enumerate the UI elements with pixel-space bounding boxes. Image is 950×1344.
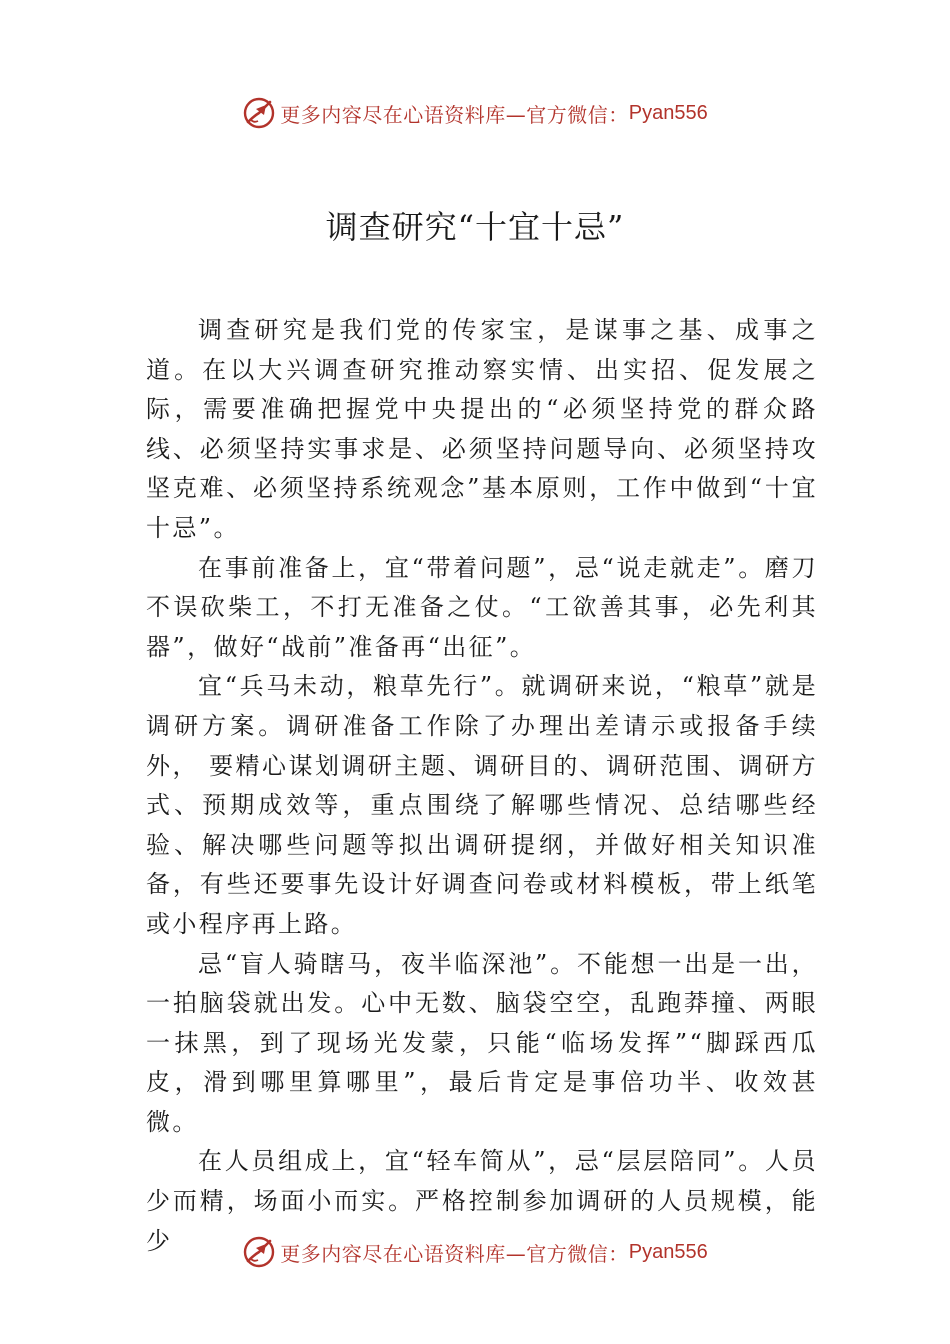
wechat-id: Pyan556 xyxy=(628,101,708,124)
paragraph: 宜“兵马未动，粮草先行”。就调研来说，“粮草”就是调研方案。调研准备工作除了办理出差请示或报备手续外， 要精心谋划调研主题、调研目的、调研范围、调研方式、预期成效等，重点围绕了解哪些情况、总结哪些经验、解决哪些问题等拟出调研提纲，并做好相关知识准备，有些还要事先设计好调查问卷或材料模板，带上纸笔或小程序再上路。 xyxy=(146,672,818,938)
paragraph: 在事前准备上，宜“带着问题”，忌“说走就走”。磨刀不误砍柴工，不打无准备之仗。“工欲善其事，必先利其器”，做好“战前”准备再“出征”。 xyxy=(146,553,818,661)
pen-nib-logo-icon xyxy=(242,1235,276,1269)
wechat-id: Pyan556 xyxy=(628,1240,708,1263)
paragraph: 在人员组成上，宜“轻车简从”，忌“层层陪同”。人员少而精，场面小而实。严格控制参加调研的人员规模，能少 xyxy=(146,1147,818,1255)
document-body xyxy=(146,311,818,1261)
paragraph: 调查研究是我们党的传家宝，是谋事之基、成事之道。在以大兴调查研究推动察实情、出实招、促发展之际，需要准确把握党中央提出的“必须坚持党的群众路线、必须坚持实事求是、必须坚持问题导向、必须坚持攻坚克难、必须坚持系统观念”基本原则，工作中做到“十宜十忌”。 xyxy=(146,316,818,542)
banner-text: 更多内容尽在心语资料库—官方微信： xyxy=(280,1241,629,1266)
header-banner xyxy=(0,93,950,133)
banner-text: 更多内容尽在心语资料库—官方微信： xyxy=(280,102,629,127)
paragraph: 忌“盲人骑瞎马，夜半临深池”。不能想一出是一出，一拍脑袋就出发。心中无数、脑袋空空，乱跑莽撞、两眼一抹黑，到了现场光发蒙，只能“临场发挥”“脚踩西瓜皮，滑到哪里算哪里”，最后肯定是事倍功半、收效甚微。 xyxy=(146,949,818,1136)
pen-nib-logo-icon xyxy=(242,96,276,130)
document-title: 调查研究“十宜十忌” xyxy=(325,208,625,246)
footer-banner xyxy=(0,1232,950,1272)
